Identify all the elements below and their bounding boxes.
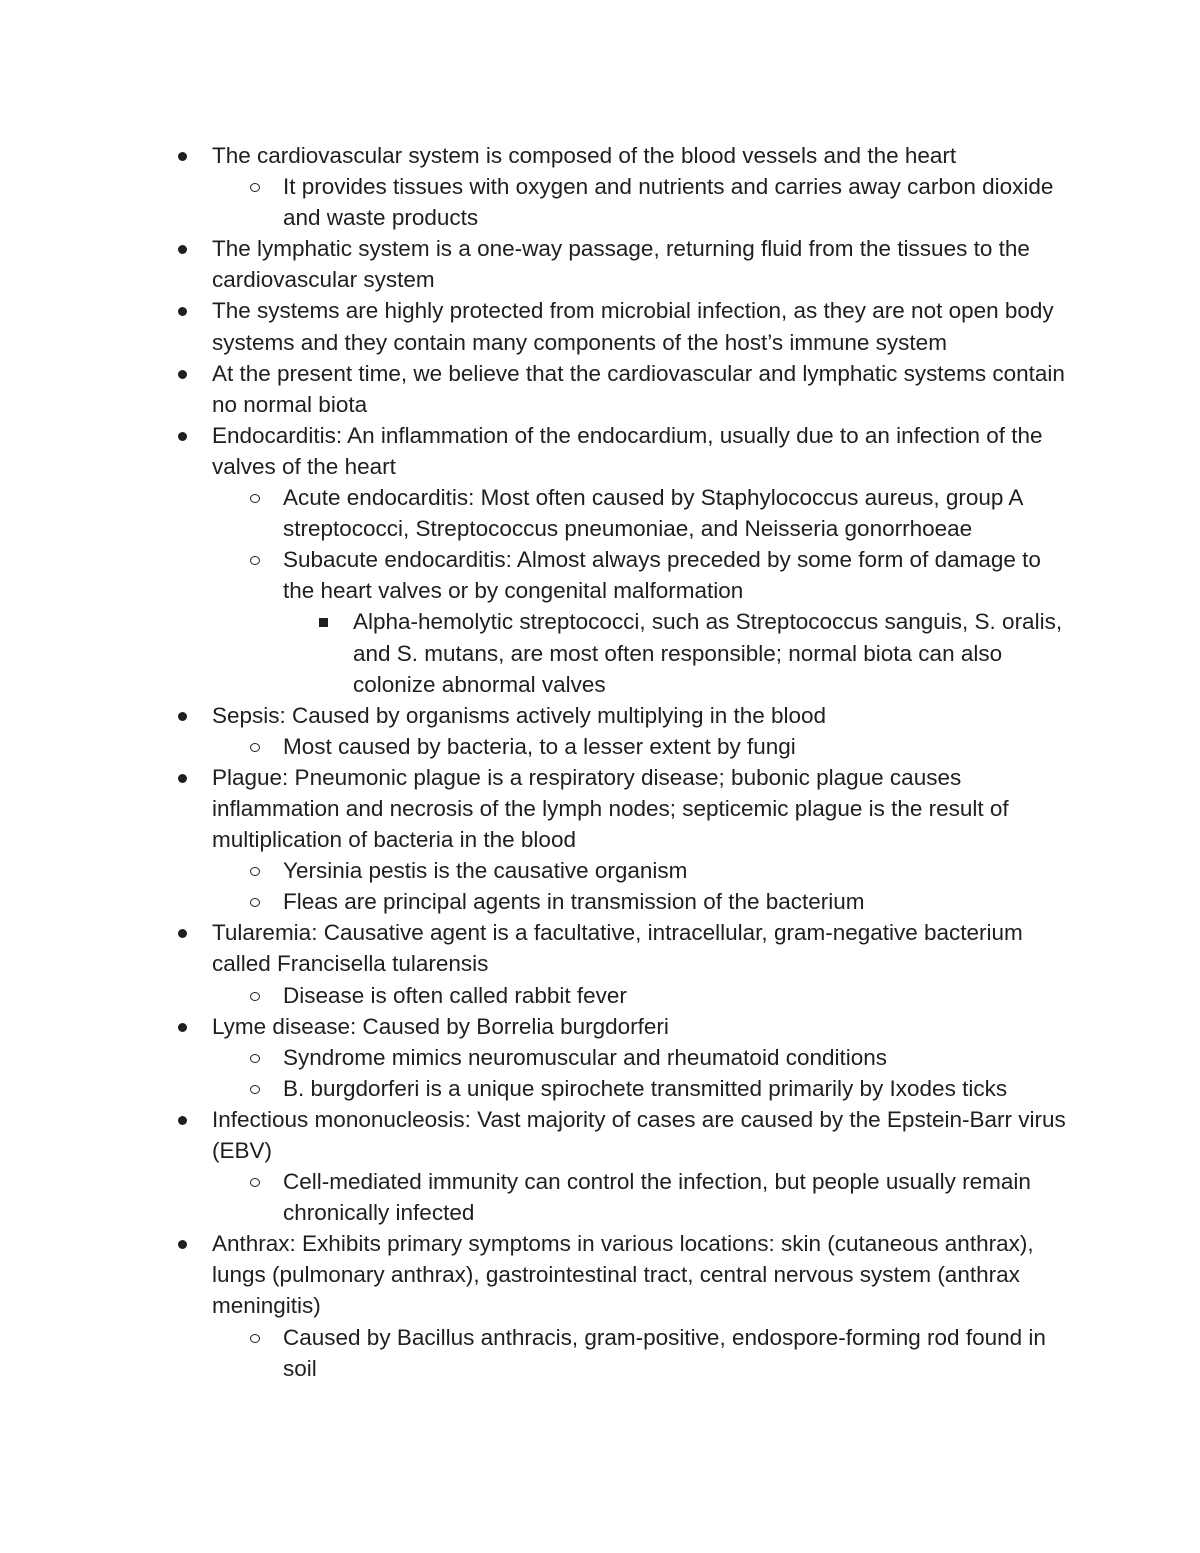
list-item-text: Subacute endocarditis: Almost always preceded by some form of damage to the heart valves or by congenital malformation — [283, 547, 1041, 604]
list-item-level-0 — [212, 295, 1070, 357]
list-item-level-1 — [283, 886, 1070, 917]
list-item-level-0 — [212, 762, 1070, 855]
list-item-level-1 — [283, 544, 1070, 606]
hollow-circle-bullet-icon — [250, 1054, 260, 1063]
list-item-level-1 — [283, 171, 1070, 233]
list-item-text: Syndrome mimics neuromuscular and rheumatoid conditions — [283, 1044, 888, 1070]
list-item-text: The cardiovascular system is composed of the blood vessels and the heart — [212, 143, 957, 168]
list-item-text: Disease is often called rabbit fever — [283, 982, 627, 1008]
list-item-level-0 — [212, 358, 1070, 420]
list-item-text: Yersinia pestis is the causative organism — [283, 858, 688, 884]
hollow-circle-bullet-icon — [250, 867, 260, 876]
filled-circle-bullet-icon — [178, 370, 187, 379]
list-item-text: Tularemia: Causative agent is a facultative, intracellular, gram-negative bacterium called Francisella tularensis — [212, 920, 1023, 977]
list-item-level-1 — [283, 1042, 1070, 1073]
hollow-circle-bullet-icon — [250, 1085, 260, 1094]
filled-circle-bullet-icon — [178, 245, 187, 254]
hollow-circle-bullet-icon — [250, 743, 260, 752]
filled-circle-bullet-icon — [178, 1023, 187, 1032]
list-item-level-1 — [283, 855, 1070, 886]
list-item-level-1 — [283, 1322, 1070, 1384]
list-item-level-0 — [212, 917, 1070, 979]
filled-circle-bullet-icon — [178, 774, 187, 783]
list-item-text: Acute endocarditis: Most often caused by Staphylococcus aureus, group A streptococci, Streptococcus pneumoniae, and Neisseria gonorrhoeae — [283, 485, 1023, 542]
list-item-level-1 — [283, 1073, 1070, 1104]
list-item-level-0 — [212, 1011, 1070, 1042]
list-item-text: Caused by Bacillus anthracis, gram-positive, endospore-forming rod found in soil — [283, 1324, 1046, 1381]
list-item-text: The systems are highly protected from microbial infection, as they are not open body systems and they contain many components of the host’s immune system — [212, 298, 1054, 355]
list-item-text: B. burgdorferi is a unique spirochete transmitted primarily by Ixodes ticks — [283, 1075, 1008, 1101]
filled-circle-bullet-icon — [178, 1240, 187, 1249]
list-item-text: Anthrax: Exhibits primary symptoms in various locations: skin (cutaneous anthrax), lungs (pulmonary anthrax), gastrointestinal tract, central nervous system (anthrax meningitis) — [212, 1231, 1034, 1319]
list-item-text: It provides tissues with oxygen and nutrients and carries away carbon dioxide and waste products — [283, 174, 1054, 231]
hollow-circle-bullet-icon — [250, 494, 260, 503]
list-item-level-2 — [353, 606, 1070, 699]
list-item-level-0 — [212, 140, 1070, 171]
filled-circle-bullet-icon — [178, 152, 187, 161]
list-item-text: Lyme disease: Caused by Borrelia burgdorferi — [212, 1013, 669, 1039]
filled-circle-bullet-icon — [178, 307, 187, 316]
list-item-level-0 — [212, 700, 1070, 731]
list-item-level-1 — [283, 731, 1070, 762]
list-item-text: The lymphatic system is a one-way passage, returning fluid from the tissues to the cardiovascular system — [212, 236, 1030, 293]
list-item-text: Endocarditis: An inflammation of the endocardium, usually due to an infection of the valves of the heart — [212, 422, 1043, 479]
list-item-text: Cell-mediated immunity can control the infection, but people usually remain chronically infected — [283, 1169, 1031, 1226]
hollow-circle-bullet-icon — [250, 1178, 260, 1187]
hollow-circle-bullet-icon — [250, 1334, 260, 1343]
list-item-level-1 — [283, 482, 1070, 544]
list-item-level-0 — [212, 1228, 1070, 1321]
hollow-circle-bullet-icon — [250, 898, 260, 907]
list-item-level-0 — [212, 1104, 1070, 1166]
filled-square-bullet-icon — [319, 618, 328, 627]
filled-circle-bullet-icon — [178, 432, 187, 441]
filled-circle-bullet-icon — [178, 1116, 187, 1125]
hollow-circle-bullet-icon — [250, 183, 260, 192]
hollow-circle-bullet-icon — [250, 556, 260, 565]
list-item-text: At the present time, we believe that the cardiovascular and lymphatic systems contain no normal biota — [212, 360, 1065, 417]
list-item-text: Most caused by bacteria, to a lesser extent by fungi — [283, 733, 796, 759]
list-item-level-1 — [283, 1166, 1070, 1228]
list-item-text: Plague: Pneumonic plague is a respiratory disease; bubonic plague causes inflammation and necrosis of the lymph nodes; septicemic plague is the result of multiplication of bacteria in the blood — [212, 764, 1009, 853]
list-item-text: Fleas are principal agents in transmission of the bacterium — [283, 889, 865, 915]
list-item-level-0 — [212, 233, 1070, 295]
hollow-circle-bullet-icon — [250, 992, 260, 1001]
list-item-level-0 — [212, 420, 1070, 482]
document-body — [0, 140, 1200, 1384]
list-item-text: Sepsis: Caused by organisms actively multiplying in the blood — [212, 702, 827, 728]
filled-circle-bullet-icon — [178, 712, 187, 721]
list-item-text: Infectious mononucleosis: Vast majority of cases are caused by the Epstein-Barr virus (EBV) — [212, 1106, 1066, 1163]
list-item-level-1 — [283, 980, 1070, 1011]
list-item-text: Alpha-hemolytic streptococci, such as Streptococcus sanguis, S. oralis, and S. mutans, are most often responsible; normal biota can also colonize abnormal valves — [353, 609, 1063, 697]
filled-circle-bullet-icon — [178, 929, 187, 938]
